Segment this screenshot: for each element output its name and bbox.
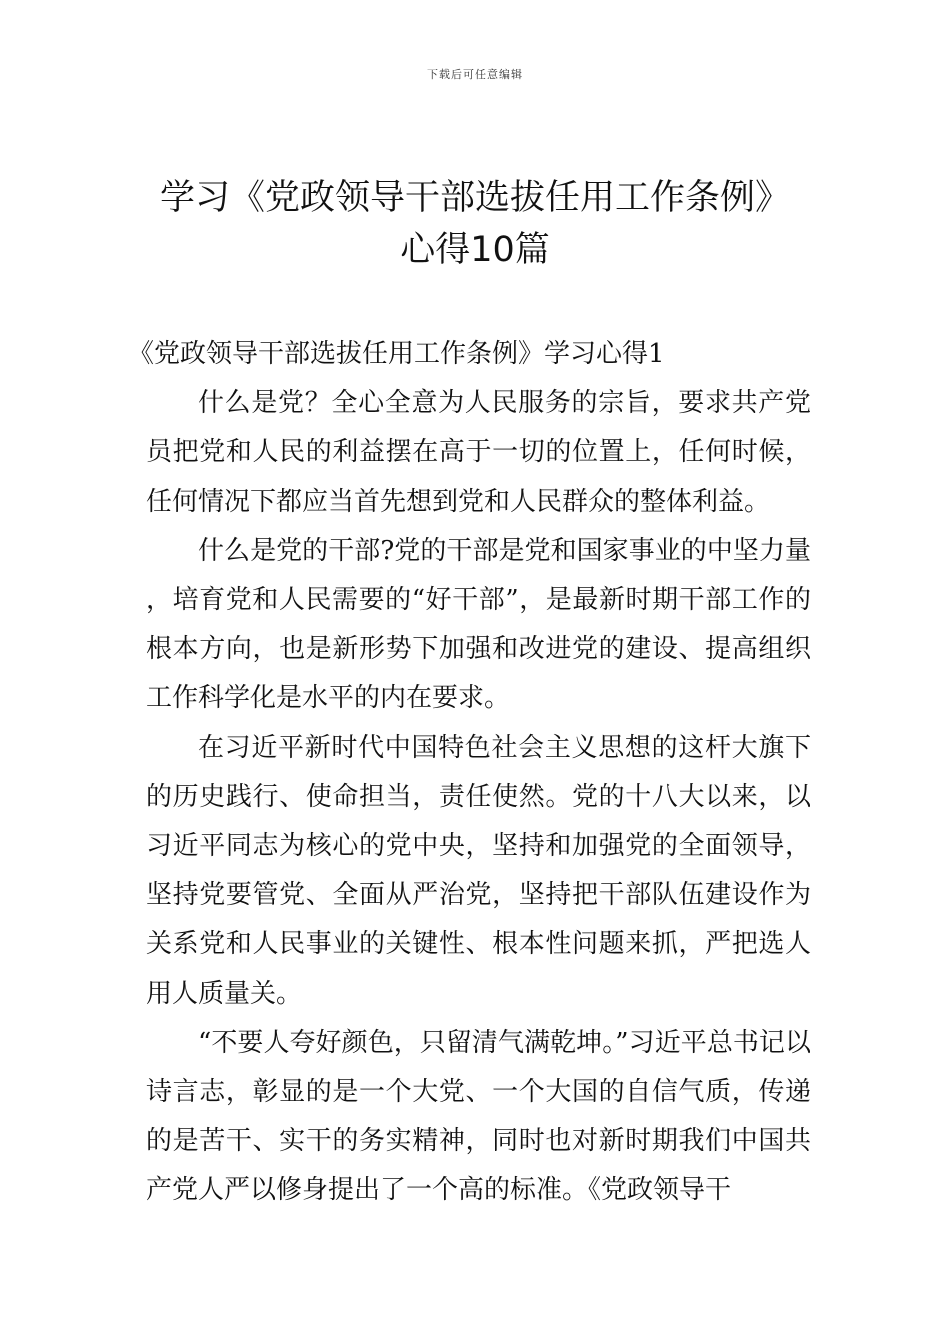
paragraph-3: 在习近平新时代中国特色社会主义思想的这杆大旗下的历史践行、使命担当，责任使然。党的十八大以来，以习近平同志为核心的党中央，坚持和加强党的全面领导，坚持党要管党、全面从严治党，坚持把干部队伍建设作为关系党和人民事业的关键性、根本性问题来抓，严把选人用人质量关。 [146,732,811,1009]
paragraph-1: 什么是党？全心全意为人民服务的宗旨，要求共产党员把党和人民的利益摆在高于一切的位置上，任何时候，任何情况下都应当首先想到党和人民群众的整体利益。 [146,388,811,517]
document-body [128,330,811,1216]
header-note: 下载后可任意编辑 [427,68,523,81]
section-heading: 《党政领导干部选拔任用工作条例》学习心得1 [128,339,665,369]
paragraph-4: “不要人夸好颜色，只留清气满乾坤。”习近平总书记以诗言志，彰显的是一个大党、一个大国的自信气质，传递的是苦干、实干的务实精神，同时也对新时期我们中国共产党人严以修身提出了一个高的标准。《党政领导干 [146,1027,811,1206]
title-line-1: 学习《党政领导干部选拔任用工作条例》 [159,178,790,218]
paragraph-2: 什么是党的干部?党的干部是党和国家事业的中坚力量，培育党和人民需要的“好干部”，是最新时期干部工作的根本方向，也是新形势下加强和改进党的建设、提高组织工作科学化是水平的内在要求。 [146,535,811,714]
document-title [0,172,950,276]
title-line-2: 心得10篇 [400,230,550,270]
